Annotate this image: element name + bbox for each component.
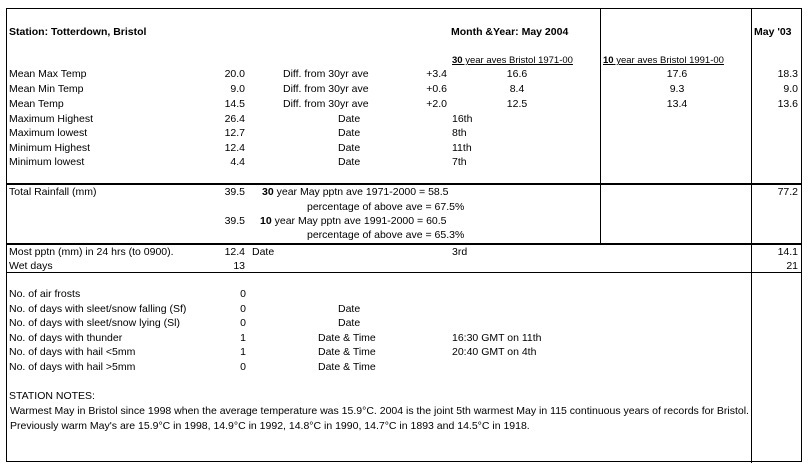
rainfall-ave30-line [262,186,449,198]
ave10-value: 9.3 [669,83,685,95]
row-value: 0 [240,288,246,300]
notes-text: Warmest May in Bristol since 1998 when the average temperature was 15.9°C. 2004 is the joint 5th warmest May in 115 continuous years of records for Bristol. Previously warm May's are 15.9°C in 1998, 14.9°C in 1992, 14.8°C in 1990, 14.7°C in 1893 and 14.5°C in 1918. [10,405,749,432]
row-label: No. of days with hail >5mm [9,361,136,373]
row-value: 20.0 [224,68,245,80]
diff-value: +2.0 [426,98,447,110]
prev-value: 18.3 [777,68,798,80]
row-value: 26.4 [224,113,245,125]
row-value: 14.5 [224,98,245,110]
wet-days-label: Wet days [9,260,53,272]
diff-label: Diff. from 30yr ave [283,98,369,110]
ave-1991-years: 10 [603,55,614,66]
diff-label: Diff. from 30yr ave [283,83,369,95]
rainfall-ave30-years: 30 [262,186,274,198]
date-label: Date [338,156,361,168]
ave-1991-label: year aves Bristol 1991-00 [613,55,724,66]
row-label: Minimum lowest [9,156,85,168]
pptn-label: Most pptn (mm) in 24 hrs (to 0900). [9,246,174,258]
row-label: Maximum Highest [9,113,94,125]
row-value: 0 [240,303,246,315]
row-label: Maximum lowest [9,127,88,139]
row-value: 0 [240,361,246,373]
station-title: Station: Totterdown, Bristol [9,26,147,38]
row-label: No. of days with sleet/snow falling (Sf) [9,303,187,315]
date-value: 16th [452,113,473,125]
date-label: Date [338,127,361,139]
rainfall-ave10-years: 10 [260,215,272,227]
rainfall-ave10-text: year May pptn ave 1991-2000 = 60.5 [271,215,447,227]
row-value: 4.4 [230,156,245,168]
ave-1971-years: 30 [452,55,463,66]
rule-pptn-top [7,243,801,245]
pptn-date-label: Date [252,246,275,258]
ave10-value: 17.6 [666,68,688,80]
rainfall-value-2: 39.5 [224,215,245,227]
rainfall-pct30: percentage of above ave = 67.5% [307,201,465,213]
date-value: 16:30 GMT on 11th [452,332,542,344]
rainfall-value: 39.5 [224,186,245,198]
rainfall-pct10: percentage of above ave = 65.3% [307,229,465,241]
rule-days-top [7,272,801,273]
ave30-value: 8.4 [509,83,525,95]
date-value: 20:40 GMT on 4th [452,346,537,358]
row-label: No. of days with thunder [9,332,123,344]
ave30-value: 12.5 [506,98,528,110]
date-label: Date [338,113,361,125]
pptn-prev: 14.1 [777,246,798,258]
row-value: 1 [240,332,246,344]
row-label: Mean Max Temp [9,68,87,80]
diff-label: Diff. from 30yr ave [283,68,369,80]
row-label: Minimum Highest [9,142,91,154]
prev-value: 9.0 [783,83,798,95]
ave30-value: 16.6 [506,68,528,80]
row-value: 12.7 [224,127,245,139]
rainfall-ave30-text: year May pptn ave 1971-2000 = 58.5 [273,186,449,198]
row-label: Mean Min Temp [9,83,84,95]
month-year-title: Month &Year: May 2004 [451,26,569,38]
rainfall-ave10-line [260,215,447,227]
date-label: Date [338,142,361,154]
row-label: No. of days with hail <5mm [9,346,136,358]
rule-rainfall-top [7,183,801,185]
rainfall-prev: 77.2 [777,186,798,198]
weather-report-sheet [6,8,802,462]
row-label: No. of days with sleet/snow lying (Sl) [9,317,180,329]
row-value: 12.4 [224,142,245,154]
column-divider-ave10 [600,9,601,245]
date-label: Date & Time [318,332,376,344]
prev-year-title: May '03 [754,26,792,38]
wet-days-prev: 21 [786,260,798,272]
diff-value: +0.6 [426,83,447,95]
row-value: 1 [240,346,246,358]
date-value: 11th [452,142,472,154]
row-label: No. of air frosts [9,288,81,300]
ave-1971-label: year aves Bristol 1971-00 [462,55,573,66]
wet-days-value: 13 [233,260,245,272]
rainfall-label: Total Rainfall (mm) [9,186,97,198]
column-divider-prev-year [751,9,752,463]
row-value: 0 [240,317,246,329]
diff-value: +3.4 [426,68,447,80]
pptn-value: 12.4 [224,246,245,258]
date-label: Date & Time [318,346,376,358]
date-value: 8th [452,127,467,139]
date-label: Date [338,317,361,329]
row-value: 9.0 [230,83,245,95]
notes-heading: STATION NOTES: [9,390,95,402]
date-label: Date & Time [318,361,376,373]
pptn-date: 3rd [452,246,468,258]
date-value: 7th [452,156,467,168]
date-label: Date [338,303,361,315]
ave-1991-header [603,55,724,67]
row-label: Mean Temp [9,98,64,110]
ave-1971-header [452,55,573,67]
prev-value: 13.6 [777,98,798,110]
ave10-value: 13.4 [666,98,688,110]
